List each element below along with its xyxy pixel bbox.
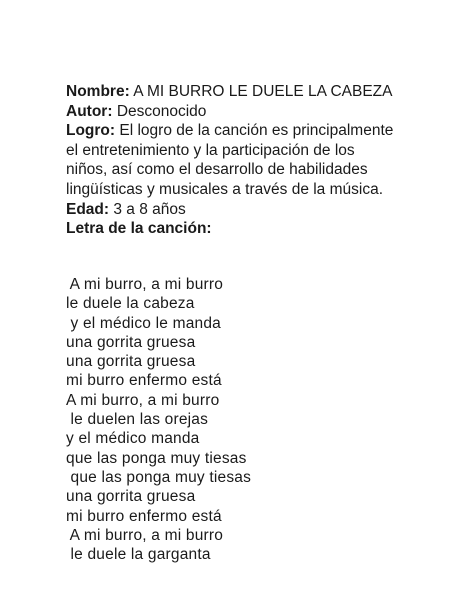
lyric-line: A mi burro, a mi burro (66, 526, 224, 544)
lyric-line: una gorrita gruesa (66, 353, 196, 371)
lyric-line: y el médico le manda (66, 314, 221, 332)
age-line (66, 200, 396, 220)
age-label: Edad: (66, 200, 110, 218)
lyrics-block (66, 275, 396, 564)
goal-value: El logro de la canción es principalmente el entretenimiento y la participación de los niños, así como el desarrollo de habilidades lingüísticas y musicales a través de la música. (66, 122, 394, 198)
lyric-line: una gorrita gruesa (66, 488, 196, 506)
song-name-label: Nombre: (66, 83, 130, 100)
song-metadata (66, 82, 396, 239)
author-label: Autor: (66, 102, 113, 120)
lyric-line: y el médico manda (66, 430, 200, 448)
lyric-line: A mi burro, a mi burro (66, 276, 224, 293)
author-line (66, 102, 396, 122)
lyric-line: que las ponga muy tiesas (66, 449, 247, 467)
lyric-line: le duele la garganta (66, 546, 211, 564)
lyrics-heading: Letra de la canción: (66, 220, 212, 238)
goal-paragraph (66, 121, 396, 199)
lyric-line: le duelen las orejas (66, 411, 209, 429)
song-name-line (66, 82, 396, 102)
author-value: Desconocido (116, 102, 207, 120)
goal-label: Logro: (66, 122, 116, 140)
lyric-line: le duele la cabeza (66, 295, 195, 313)
age-value: 3 a 8 años (113, 200, 186, 218)
lyric-line: mi burro enfermo está (66, 372, 222, 390)
lyric-line: una gorrita gruesa (66, 333, 196, 351)
lyric-line: mi burro enfermo está (66, 507, 222, 525)
lyric-line: que las ponga muy tiesas (66, 468, 252, 486)
lyric-line: A mi burro, a mi burro (66, 391, 220, 409)
song-name-value: A MI BURRO LE DUELE LA CABEZA (133, 83, 393, 100)
